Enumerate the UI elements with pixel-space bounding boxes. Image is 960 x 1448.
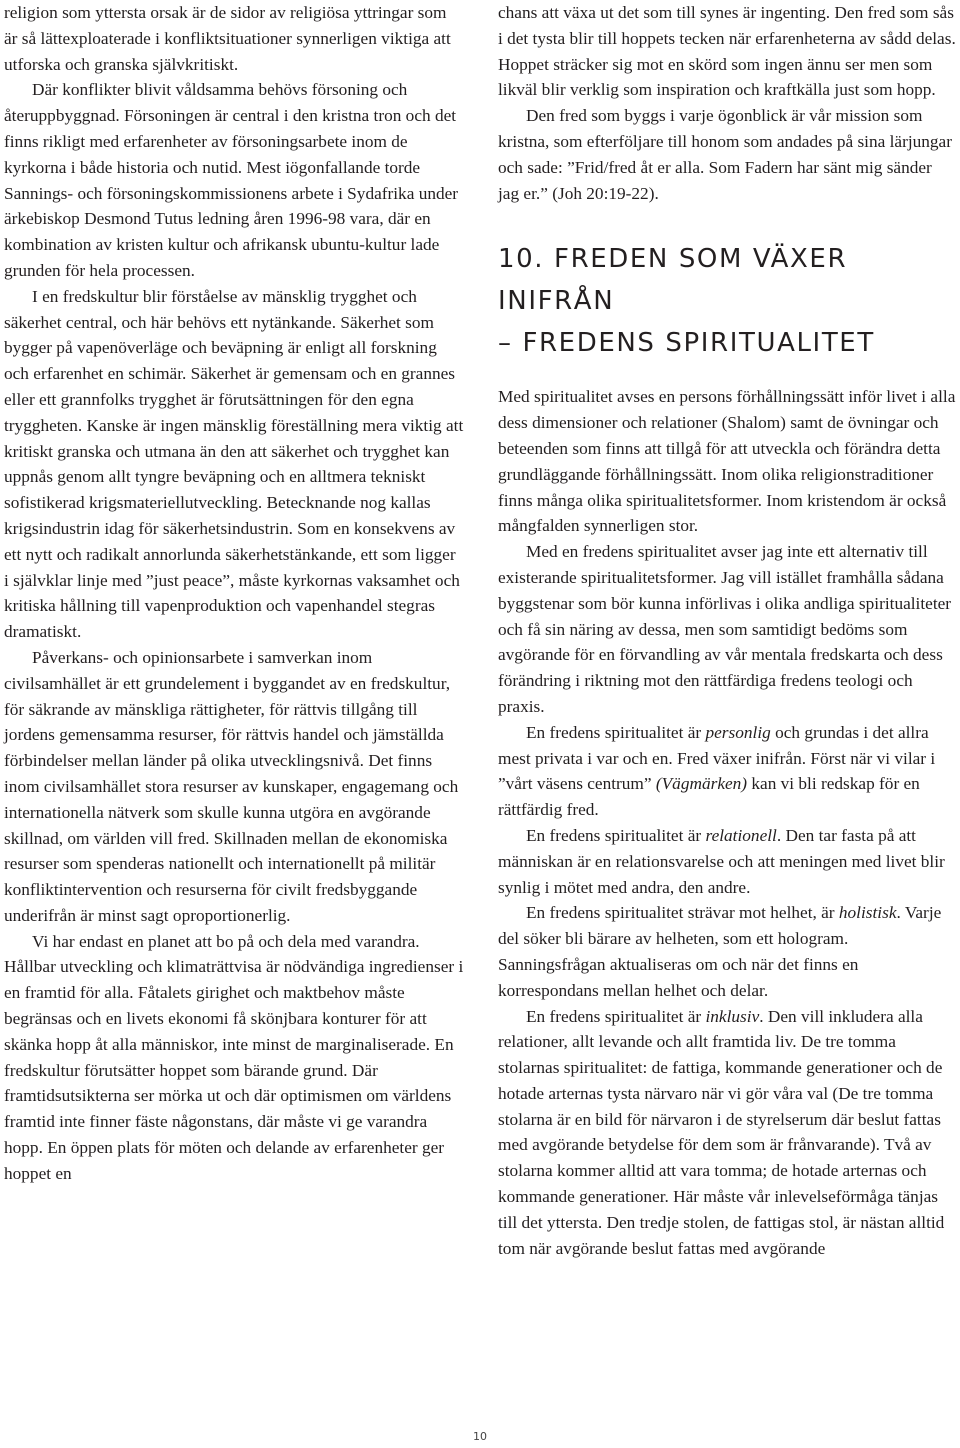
text-run: En fredens spiritualitet strävar mot helhet, är	[526, 903, 839, 923]
paragraph	[498, 1004, 956, 1262]
paragraph: Påverkans- och opinionsarbete i samverkan inom civilsamhället är ett grundelement i byggandet av en fredskultur, för säkrande av mänskliga rättigheter, för rättvis tillgång till jordens gemensamma resurser, för rättvis handel och jämställda förbindelser mellan länder på olika utvecklingsnivå. Det finns inom civilsamhället stora resurser av kunskaper, engagemang och internationella nätverk som skulle kunna utgöra en avgörande skillnad, om världen vill fred. Skillnaden mellan de ekonomiska resurser som spenderas nationellt och internationellt på militär konfliktintervention och resurserna för civilt fredsbyggande underifrån är minst sagt oproportionerlig.	[4, 647, 459, 925]
text-run: En fredens spiritualitet är	[526, 722, 706, 742]
paragraph	[498, 900, 956, 1003]
section-heading	[498, 238, 956, 364]
paragraph: Där konflikter blivit våldsamma behövs försoning och återuppbyggnad. Försoningen är central i den kristna tron och det finns rikligt med erfarenheter av försoningsarbete inom de kyrkorna i både historia och nutid. Mest iögonfallande torde Sannings- och försoningskommissionens arbete i Sydafrika under ärkebiskop Desmond Tutus ledning åren 1996-98 vara, där en kombination av kristen kultur och afrikansk ubuntu-kultur lade grunden för hela processen.	[4, 80, 459, 280]
paragraph: Med spiritualitet avses en persons förhållningssätt inför livet i alla dess dimensioner och relationer (Shalom) samt de övningar och beteenden som finns att tillgå för att utveckla och förändra detta grundläggande förhållningssätt. Inom olika religionstraditioner finns många olika spiritualitetsformer. Inom kristendom är också mångfalden synnerligen stor.	[498, 387, 956, 536]
text-run: . Den vill inkludera alla relationer, allt levande och allt framtida liv. De tre tomma stolarnas spiritualitet: de fattiga, kommande generationer och de hotade arternas tysta närvaro när vi gör våra val (De tre tomma stolarna är en bild för närvaron i de styrelserum där beslut fattas med avgörande betydelse för dem som är frånvarande). Två av stolarna kommer alltid att vara tomma; de hotade arternas och kommande generationer. Här måste vår inlevelseförmåga tänjas till det yttersta. Den tredje stolen, de fattigas stol, är nästan alltid tom när avgörande beslut fattas med avgörande	[498, 1006, 945, 1258]
right-column	[498, 0, 956, 1261]
text-run: och grundas i det allra mest privata i var och en. Fred växer inifrån. Först när vi vilar i ”vårt väsens centrum”	[498, 722, 936, 794]
paragraph: Vi har endast en planet att bo på och dela med varandra. Hållbar utveckling och klimaträttvisa är nödvändiga ingredienser i en framtid för alla. Fåtalets girighet och maktbehov måste begränsas och en livets ekonomi få skönjbara konturer för att skänka hopp åt alla människor, inte minst de marginaliserade. En fredskultur förutsätter hoppet som bärande grund. Där framtidsutsikterna ser mörka ut och där optimismen om världens framtid inte finner fäste någonstans, där måste vi ge varandra hopp. En öppen plats för möten och delande av erfarenheter ger hoppet en	[4, 931, 464, 1183]
text-run: . Den tar fasta på att människan är en relationsvarelse och att meningen med livet blir synlig i mötet med andra, den andre.	[498, 825, 945, 897]
text-run: En fredens spiritualitet är	[526, 1006, 706, 1026]
emphasis: (Vägmärken)	[655, 774, 748, 794]
paragraph: Den fred som byggs i varje ögonblick är vår mission som kristna, som efterföljare till honom som andades på sina lärjungar och sade: ”Frid/fred åt er alla. Som Fadern har sänt mig sänder jag er.” (Joh 20:19-22).	[498, 106, 952, 203]
paragraph: religion som yttersta orsak är de sidor av religiösa yttringar som är så lättexploaterade i konfliktsituationer synnerligen viktiga att utforska och granska självkritiskt.	[4, 3, 451, 74]
paragraph	[498, 823, 956, 900]
emphasis: holistisk	[838, 903, 897, 923]
paragraph: chans att växa ut det som till synes är ingenting. Den fred som sås i det tysta blir till hoppets tecken när erfarenheterna av sådd delas. Hoppet sträcker sig mot en skörd som ingen ännu ser men som likväl blir verklig som inspiration och kraftkälla just som hopp.	[498, 3, 956, 100]
left-column	[4, 0, 464, 1187]
paragraph: Med en fredens spiritualitet avser jag inte ett alternativ till existerande spiritualitetsformer. Jag vill istället framhålla sådana byggstenar som bör kunna införlivas i olika andliga spiritualiteter och få sin näring av dessa, men som samtidigt bedöms som avgörande för en förvandling av vår mentala fredskarta och dess förändring i riktning mot den rättfärdiga fredens teologi och praxis.	[498, 542, 952, 716]
text-run: kan vi bli redskap för en rättfärdig fred.	[498, 774, 920, 820]
section-heading-line-1: 10. FREDEN SOM VÄXER INIFRÅN	[498, 244, 848, 317]
section-heading-line-2: – FREDENS SPIRITUALITET	[498, 328, 875, 359]
page-number: 10	[473, 1430, 487, 1443]
text-run: . Varje del söker bli bärare av helheten, som ett hologram. Sanningsfrågan aktualiseras om och när det finns en korrespondans mellan helhet och delar.	[498, 903, 942, 1000]
emphasis: inklusiv	[705, 1006, 760, 1026]
paragraph	[498, 720, 956, 823]
emphasis: relationell	[705, 825, 777, 845]
text-run: En fredens spiritualitet är	[526, 825, 706, 845]
paragraph: I en fredskultur blir förståelse av mänsklig trygghet och säkerhet central, och här behövs ett nytänkande. Säkerhet som bygger på vapenöverläge och beväpning är enligt all forskning och erfarenhet en schimär. Säkerhet är gemensam och en grannes eller ett grannfolks trygghet är förutsättningen för den egna tryggheten. Kanske är ingen mänsklig föreställning mera viktig att kritiskt granska och utmana än den att säkerhet och trygghet kan uppnås genom allt tyngre beväpning och en alltmera tekniskt sofistikerad krigsmateriellutveckling. Betecknande nog kallas krigsindustrin idag för säkerhetsindustrin. Som en konsekvens av ett nytt och radikalt annorlunda säkerhetstänkande, ett som ligger i självklar linje med ”just peace”, måste kyrkornas vaksamhet och kritiska hållning till vapenproduktion och vapenhandel stegras dramatiskt.	[4, 286, 464, 642]
emphasis: personlig	[705, 722, 771, 742]
